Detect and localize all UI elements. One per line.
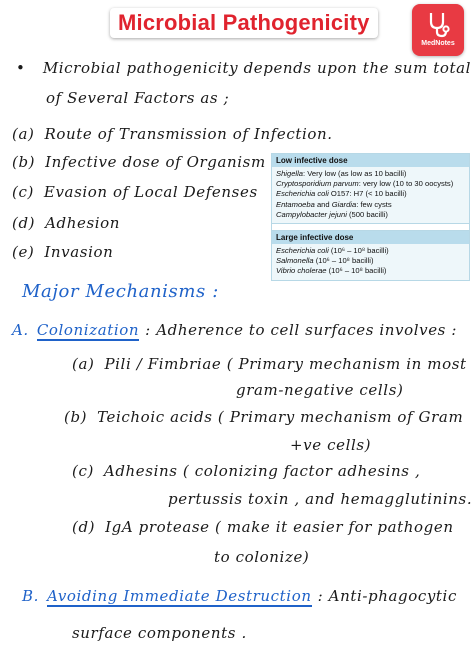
factor-marker: (a) <box>12 125 35 143</box>
section-a-heading <box>12 321 457 339</box>
factor-text: Invasion <box>44 243 114 261</box>
section-b-rest: : Anti-phagocytic <box>317 587 457 605</box>
major-mechanisms-heading: Major Mechanisms : <box>22 281 219 302</box>
title-box <box>110 8 378 38</box>
factor-text: Evasion of Local Defenses <box>43 183 258 201</box>
intro-text-1: Microbial pathogenicity depends upon the sum total <box>42 59 472 77</box>
factor-text: Route of Transmission of Infection. <box>44 125 333 143</box>
colonization-item-d-line-2: to colonize) <box>214 548 310 566</box>
table-row: Campylobacter jejuni (500 bacilli) <box>276 209 388 219</box>
high-dose-header: Large infective dose <box>272 231 469 244</box>
factor-text: Infective dose of Organism <box>45 153 266 171</box>
section-b-heading <box>22 587 457 605</box>
section-b-marker: B. <box>22 587 39 605</box>
section-a-marker: A. <box>12 321 29 339</box>
colonization-item-b-line-2: +ve cells) <box>290 436 372 454</box>
high-dose-body <box>272 244 469 280</box>
factor-item-c <box>12 183 258 201</box>
section-a-rest: : Adherence to cell surfaces involves : <box>145 321 457 339</box>
table-row: Escherichia coli (10⁶ – 10⁸ bacilli) <box>276 246 389 256</box>
section-a-title: Colonization <box>36 321 140 339</box>
page-title: Microbial Pathogenicity <box>118 10 370 35</box>
factor-marker: (e) <box>12 243 35 261</box>
colonization-item-a-line-1: (a) Pili / Fimbriae ( Primary mechanism in most <box>72 355 467 373</box>
factor-item-e <box>12 243 113 261</box>
intro-bullet: • <box>16 59 26 77</box>
colonization-item-b-line-1: (b) Teichoic acids ( Primary mechanism of Gram <box>64 408 464 426</box>
section-b-title: Avoiding Immediate Destruction <box>47 587 312 605</box>
factor-marker: (b) <box>12 153 36 171</box>
table-row: Shigella: Very low (as low as 10 bacilli) <box>276 169 407 178</box>
mednotes-logo <box>412 4 464 56</box>
low-dose-header: Low infective dose <box>272 154 469 167</box>
table-row: Entamoeba and Giardia: few cysts <box>276 199 392 209</box>
table-row: Escherichia coli O157: H7 (< 10 bacilli) <box>276 189 407 199</box>
intro-line-1 <box>16 59 471 77</box>
factor-marker: (d) <box>12 214 36 232</box>
stethoscope-icon <box>424 10 452 38</box>
logo-label: MedNotes <box>421 40 455 47</box>
colonization-item-c-line-1: (c) Adhesins ( colonizing factor adhesins , <box>72 462 421 480</box>
colonization-item-a-line-2: gram-negative cells) <box>236 381 404 399</box>
factor-marker: (c) <box>12 183 34 201</box>
factor-item-a <box>12 125 333 143</box>
infective-dose-table <box>271 153 470 281</box>
intro-text-2: of Several Factors as ; <box>46 89 230 107</box>
colonization-item-d-line-1: (d) IgA protease ( make it easier for pathogen <box>72 518 454 536</box>
table-row: Salmonella (10⁶ – 10⁸ bacilli) <box>276 256 374 266</box>
table-row: Vibrio cholerae (10⁶ – 10⁸ bacilli) <box>276 266 387 276</box>
table-divider <box>272 223 469 231</box>
factor-item-b <box>12 153 266 171</box>
factor-text: Adhesion <box>45 214 121 232</box>
table-row: Cryptosporidium parvum: very low (10 to 30 oocysts) <box>276 179 454 189</box>
factor-item-d <box>12 214 120 232</box>
low-dose-body <box>272 167 469 223</box>
section-b-line-2: surface components . <box>72 624 247 642</box>
colonization-item-c-line-2: pertussis toxin , and hemagglutinins. <box>168 490 473 508</box>
